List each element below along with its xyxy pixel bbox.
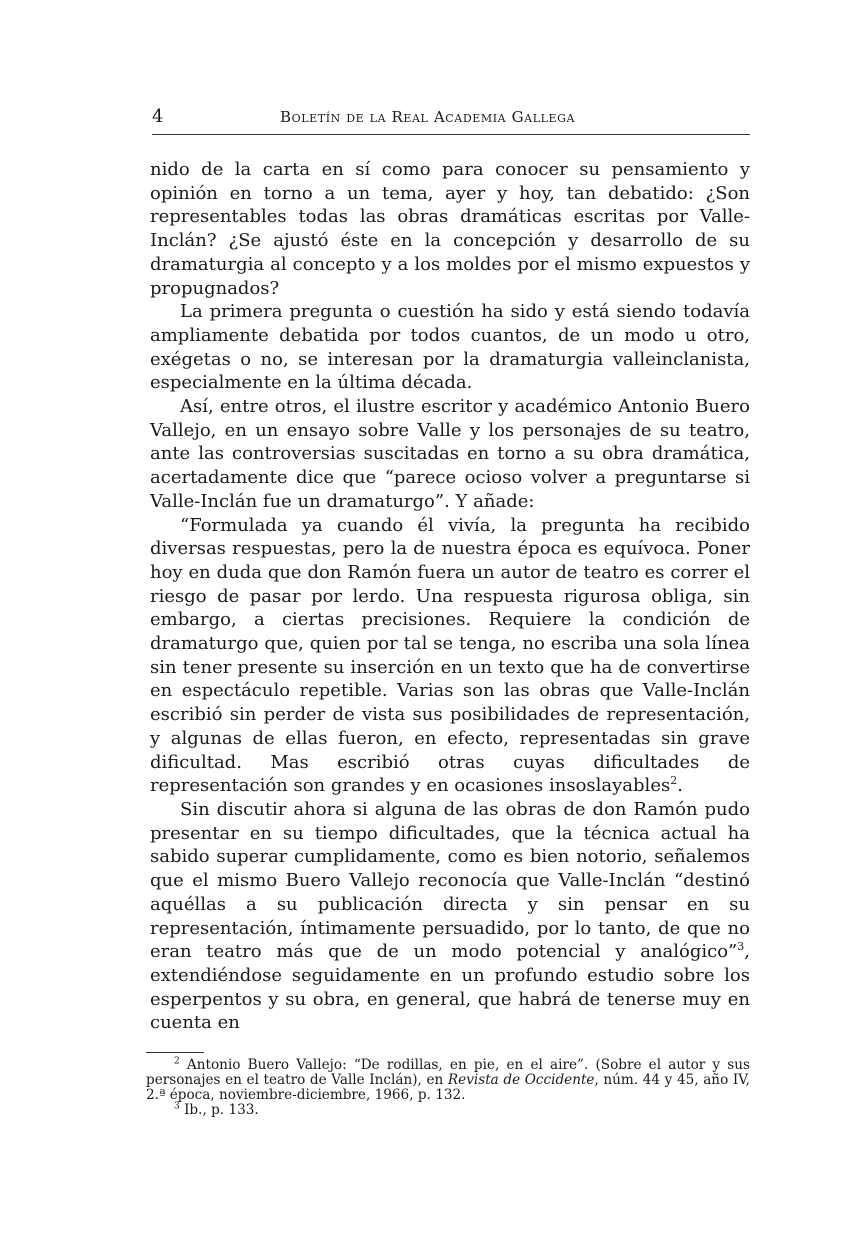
paragraph-1 — [150, 158, 750, 300]
page-number: 4 — [152, 106, 164, 127]
footnote-3-text: Ib., p. 133. — [184, 1102, 259, 1118]
quotation-end: . — [677, 775, 683, 797]
footnote-ref-3: 3 — [737, 940, 745, 954]
footnote-2-text-a: Antonio Buero Vallejo: “De rodillas, en pie, en el aire”. (Sobre el autor y sus personajes en el teatro de Valle Inclán), en — [146, 1057, 750, 1088]
page-header — [152, 106, 750, 130]
header-rule — [152, 134, 750, 135]
footnote-rule — [146, 1052, 204, 1053]
footnote-3 — [146, 1103, 750, 1118]
paragraph-3-text: Así, entre otros, el ilustre escritor y académico Antonio Buero Vallejo, en un ensayo sobre Valle y los personajes de su teatro, ante las controversias suscitadas en torno a su obra dramática, acertadamente dice que “parece ocioso volver a preguntarse si Valle-Inclán fue un dramaturgo”. Y añade: — [150, 396, 750, 512]
paragraph-1-text: nido de la carta en sí como para conocer su pensamiento y opinión en torno a un tema, ayer y hoy, tan debatido: ¿Son representables todas las obras dramáticas escritas por Valle-Inclán? ¿Se ajustó éste en la concepción y desarrollo de su dramaturgia al concepto y a los moldes por el mismo expuestos y propugnados? — [150, 159, 750, 299]
footnote-3-mark: 3 — [174, 1101, 180, 1112]
footnote-2-mark: 2 — [174, 1056, 180, 1067]
paragraph-5 — [150, 798, 750, 1035]
footnote-2-text-b: , núm. 44 y 45, año IV, 2.ª época, noviembre-diciembre, 1966, p. 132. — [146, 1072, 750, 1103]
footnote-ref-2: 2 — [670, 774, 678, 788]
paragraph-2 — [150, 300, 750, 395]
quotation-paragraph — [150, 514, 750, 798]
running-title: Boletín de la Real Academia Gallega — [280, 108, 576, 126]
footnote-2 — [146, 1058, 750, 1103]
footnote-2-journal: Revista de Occidente — [447, 1072, 595, 1088]
paragraph-5-text-a: Sin discutir ahora si alguna de las obras de don Ramón pudo presentar en su tiempo dificultades, que la técnica actual ha sabido superar cumplidamente, como es bien notorio, señalemos que el mismo Buero Vallejo reconocía que Valle-Inclán “destinó aquéllas a su publicación directa y sin pensar en su representación, íntimamente persuadido, por lo tanto, de que no eran teatro más que de un modo potencial y analógico” — [150, 798, 750, 963]
paragraph-5-text-b: , extendiéndose seguidamente en un profundo estudio sobre los esperpentos y su obra, en general, que habrá de tenerse muy en cuenta en — [150, 941, 750, 1034]
quotation-text: “Formulada ya cuando él vivía, la pregunta ha recibido diversas respuestas, pero la de nuestra época es equívoca. Poner hoy en duda que don Ramón fuera un autor de teatro es correr el riesgo de pasar por lerdo. Una respuesta rigurosa obliga, sin embargo, a ciertas precisiones. Requiere la condición de dramaturgo que, quien por tal se tenga, no escriba una sola línea sin tener presente su inserción en un texto que ha de convertirse en espectáculo repetible. Varias son las obras que Valle-Inclán escribió sin perder de vista sus posibilidades de representación, y algunas de ellas fueron, en efecto, representadas sin grave dificultad. Mas escribió otras cuyas dificultades de representación son grandes y en ocasiones insoslayables — [150, 514, 750, 797]
body-text — [150, 158, 750, 1035]
paragraph-3 — [150, 395, 750, 514]
paragraph-2-text: La primera pregunta o cuestión ha sido y está siendo todavía ampliamente debatida por todos cuantos, de un modo u otro, exégetas o no, se interesan por la dramaturgia valleinclanista, especialmente en la última década. — [150, 301, 750, 394]
footnotes — [146, 1058, 750, 1118]
